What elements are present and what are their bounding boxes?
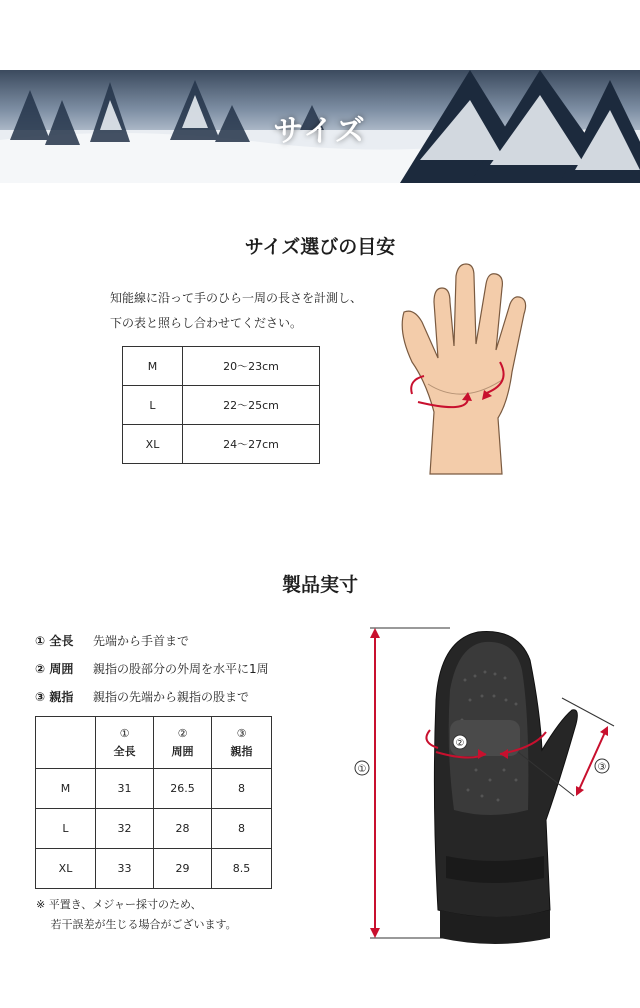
value-cell: 32 bbox=[96, 809, 154, 849]
mitten-glove-photo bbox=[350, 620, 620, 960]
hero-banner bbox=[0, 70, 640, 183]
header-cell: ③ 親指 bbox=[212, 717, 272, 769]
size-cell: XL bbox=[36, 849, 96, 889]
guide-line: 知能線に沿って手のひら一周の長さを計測し、 bbox=[110, 291, 363, 305]
range-cell: 22〜25cm bbox=[183, 386, 320, 425]
value-cell: 8.5 bbox=[212, 849, 272, 889]
legend-description: 親指の先端から親指の股まで bbox=[93, 690, 250, 704]
size-guide-table bbox=[122, 346, 320, 464]
range-cell: 20〜23cm bbox=[183, 347, 320, 386]
value-cell: 8 bbox=[212, 809, 272, 849]
thumb-label: ③ bbox=[597, 762, 607, 773]
legend-description: 先端から手首まで bbox=[93, 634, 190, 648]
measurement-note bbox=[36, 895, 237, 935]
table-row bbox=[36, 809, 272, 849]
legend-label: ③ 親指 bbox=[35, 690, 74, 704]
size-cell: M bbox=[123, 347, 183, 386]
note-line: ※ 平置き、メジャー採寸のため、 bbox=[36, 898, 202, 911]
legend-description: 親指の股部分の外周を水平に1周 bbox=[93, 662, 269, 676]
product-size-table bbox=[35, 716, 272, 889]
size-cell: L bbox=[36, 809, 96, 849]
note-line: 若干誤差が生じる場合がございます。 bbox=[36, 918, 237, 931]
value-cell: 28 bbox=[154, 809, 212, 849]
measurement-legend bbox=[35, 627, 269, 711]
value-cell: 26.5 bbox=[154, 769, 212, 809]
banner-title: サイズ bbox=[273, 114, 367, 149]
size-cell: L bbox=[123, 386, 183, 425]
length-label: ① bbox=[357, 764, 367, 775]
header-cell: ① 全長 bbox=[96, 717, 154, 769]
legend-label: ① 全長 bbox=[35, 634, 74, 648]
size-cell: M bbox=[36, 769, 96, 809]
table-header-row bbox=[36, 717, 272, 769]
value-cell: 8 bbox=[212, 769, 272, 809]
hand-illustration bbox=[398, 262, 558, 480]
table-row bbox=[123, 425, 320, 464]
guide-line: 下の表と照らし合わせてください。 bbox=[110, 316, 303, 330]
value-cell: 29 bbox=[154, 849, 212, 889]
legend-item bbox=[35, 627, 269, 655]
table-row bbox=[123, 347, 320, 386]
value-cell: 33 bbox=[96, 849, 154, 889]
guide-instructions bbox=[110, 286, 362, 336]
legend-label: ② 周囲 bbox=[35, 662, 74, 676]
circumference-label: ② bbox=[455, 738, 465, 749]
table-row bbox=[36, 849, 272, 889]
product-size-title: 製品実寸 bbox=[281, 574, 358, 596]
value-cell: 31 bbox=[96, 769, 154, 809]
table-row bbox=[36, 769, 272, 809]
size-cell: XL bbox=[123, 425, 183, 464]
range-cell: 24〜27cm bbox=[183, 425, 320, 464]
size-guide-title: サイズ選びの目安 bbox=[244, 236, 396, 258]
header-cell: ② 周囲 bbox=[154, 717, 212, 769]
legend-item bbox=[35, 655, 269, 683]
empty-header-cell bbox=[36, 717, 96, 769]
legend-item bbox=[35, 683, 269, 711]
table-row bbox=[123, 386, 320, 425]
